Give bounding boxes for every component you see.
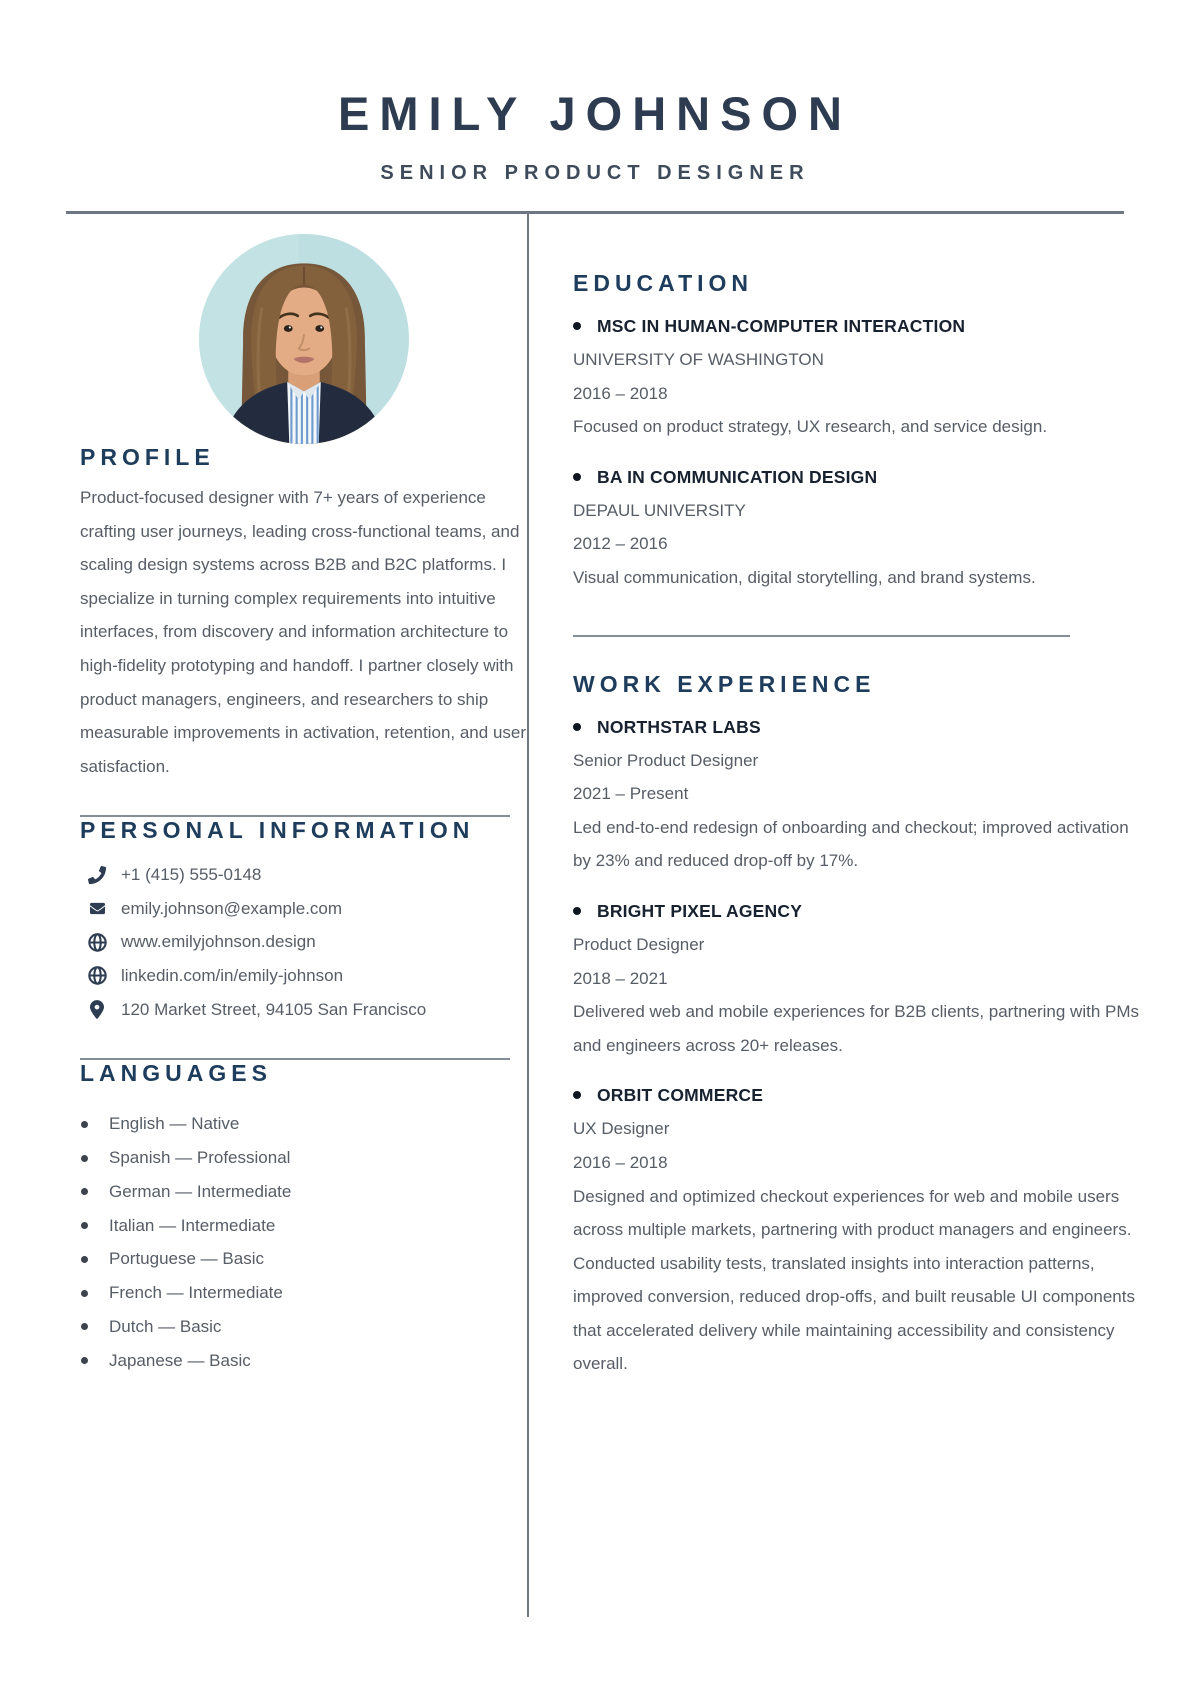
contact-text: +1 (415) 555-0148 <box>121 865 262 885</box>
school-name: DEPAUL UNIVERSITY <box>573 500 746 520</box>
company-title-row <box>573 1078 1140 1112</box>
degree-title-row <box>573 460 1140 494</box>
degree-title-row <box>573 309 1140 343</box>
company-name: ORBIT COMMERCE <box>597 1085 764 1106</box>
bullet-icon <box>81 1357 88 1364</box>
personal-information-heading: PERSONAL INFORMATION <box>80 817 475 844</box>
work-entry <box>573 894 1140 1062</box>
language-text: German — Intermediate <box>109 1181 292 1201</box>
contact-text: emily.johnson@example.com <box>121 898 343 918</box>
school-name: UNIVERSITY OF WASHINGTON <box>573 350 824 369</box>
job-role: UX Designer <box>573 1119 670 1139</box>
bullet-icon <box>573 907 581 915</box>
bullet-icon <box>81 1323 88 1330</box>
work-experience-section <box>573 671 1140 1382</box>
language-item <box>80 1310 527 1344</box>
company-title-row <box>573 894 1140 928</box>
language-text: French — Intermediate <box>109 1283 283 1303</box>
company-title-row <box>573 710 1140 744</box>
contact-list <box>80 858 527 1026</box>
contact-item-phone <box>80 858 527 892</box>
job-dates: 2021 – Present <box>573 784 689 804</box>
language-item <box>80 1243 527 1277</box>
education-description: Visual communication, digital storytelling, and brand systems. <box>573 567 1036 587</box>
job-title: SENIOR PRODUCT DESIGNER <box>380 162 810 184</box>
right-column <box>529 214 1190 1381</box>
contact-item-email <box>80 892 527 926</box>
profile-text: Product-focused designer with 7+ years of experience crafting user journeys, leading cross-functional teams, and scaling design systems across B2B and B2C platforms. I specialize in turning complex requirements into intuitive interfaces, from discovery and information architecture to high-fidelity prototyping and handoff. I partner closely with product managers, engineers, and researchers to ship measurable improvements in activation, retention, and user satisfaction. <box>80 488 527 776</box>
language-text: Japanese — Basic <box>109 1350 251 1370</box>
language-text: Italian — Intermediate <box>109 1215 276 1235</box>
contact-text: linkedin.com/in/emily-johnson <box>121 965 344 985</box>
contact-item-address <box>80 993 527 1027</box>
languages-heading: LANGUAGES <box>80 1060 272 1087</box>
education-heading: EDUCATION <box>573 270 754 296</box>
bullet-icon <box>81 1188 88 1195</box>
education-description: Focused on product strategy, UX research, and service design. <box>573 417 1048 437</box>
language-item <box>80 1175 527 1209</box>
language-item <box>80 1107 527 1141</box>
job-description: Delivered web and mobile experiences for B2B clients, partnering with PMs and engineers across 20+ releases. <box>573 1002 1139 1055</box>
language-text: Spanish — Professional <box>109 1148 291 1167</box>
bullet-icon <box>81 1222 88 1229</box>
education-dates: 2012 – 2016 <box>573 534 668 554</box>
company-name: BRIGHT PIXEL AGENCY <box>597 900 803 921</box>
language-text: Dutch — Basic <box>109 1316 222 1336</box>
language-item <box>80 1209 527 1243</box>
education-entry <box>573 460 1140 595</box>
envelope-icon <box>86 901 108 916</box>
education-section <box>573 270 1140 595</box>
location-pin-icon <box>86 1000 108 1019</box>
profile-photo-illustration <box>199 234 409 444</box>
job-description: Led end-to-end redesign of onboarding and checkout; improved activation by 23% and reduced drop-off by 17%. <box>573 817 1129 871</box>
language-item <box>80 1141 527 1175</box>
resume-header <box>0 0 1190 185</box>
bullet-icon <box>81 1155 88 1162</box>
bullet-icon <box>81 1121 88 1128</box>
work-entry <box>573 710 1140 878</box>
job-dates: 2018 – 2021 <box>573 968 668 988</box>
job-role: Senior Product Designer <box>573 750 759 770</box>
bullet-icon <box>573 322 581 330</box>
languages-list <box>80 1107 527 1377</box>
bullet-icon <box>573 723 581 731</box>
contact-text: www.emilyjohnson.design <box>121 932 316 952</box>
bullet-icon <box>81 1256 88 1263</box>
work-entry <box>573 1078 1140 1381</box>
work-experience-heading: WORK EXPERIENCE <box>573 670 876 697</box>
education-dates: 2016 – 2018 <box>573 383 668 403</box>
degree-title: MSC IN HUMAN-COMPUTER INTERACTION <box>597 316 966 336</box>
bullet-icon <box>573 1091 581 1099</box>
globe-icon <box>86 966 108 985</box>
company-name: NORTHSTAR LABS <box>597 716 761 737</box>
contact-text: 120 Market Street, 94105 San Francisco <box>121 999 427 1019</box>
degree-title: BA IN COMMUNICATION DESIGN <box>597 466 878 487</box>
job-role: Product Designer <box>573 934 705 954</box>
bullet-icon <box>81 1290 88 1297</box>
education-entry <box>573 309 1140 444</box>
profile-photo <box>199 234 409 444</box>
page-title: EMILY JOHNSON <box>338 87 852 140</box>
contact-item-website <box>80 926 527 960</box>
profile-heading: PROFILE <box>80 444 215 470</box>
left-column <box>0 214 527 1378</box>
bullet-icon <box>573 473 581 481</box>
section-divider <box>573 635 1070 637</box>
globe-icon <box>86 933 108 952</box>
resume-body <box>0 214 1190 1617</box>
language-item <box>80 1276 527 1310</box>
language-text: Portuguese — Basic <box>109 1249 264 1269</box>
language-item <box>80 1344 527 1378</box>
language-text: English — Native <box>109 1114 240 1134</box>
phone-icon <box>86 866 108 884</box>
job-description: Designed and optimized checkout experiences for web and mobile users across multiple markets, partnering with product managers and engineers. Conducted usability tests, translated insights into interaction patterns, improved conversion, reduced drop-offs, and built reusable UI components that accelerated delivery while maintaining accessibility and consistency overall. <box>573 1186 1135 1374</box>
contact-item-linkedin <box>80 959 527 993</box>
job-dates: 2016 – 2018 <box>573 1152 668 1172</box>
